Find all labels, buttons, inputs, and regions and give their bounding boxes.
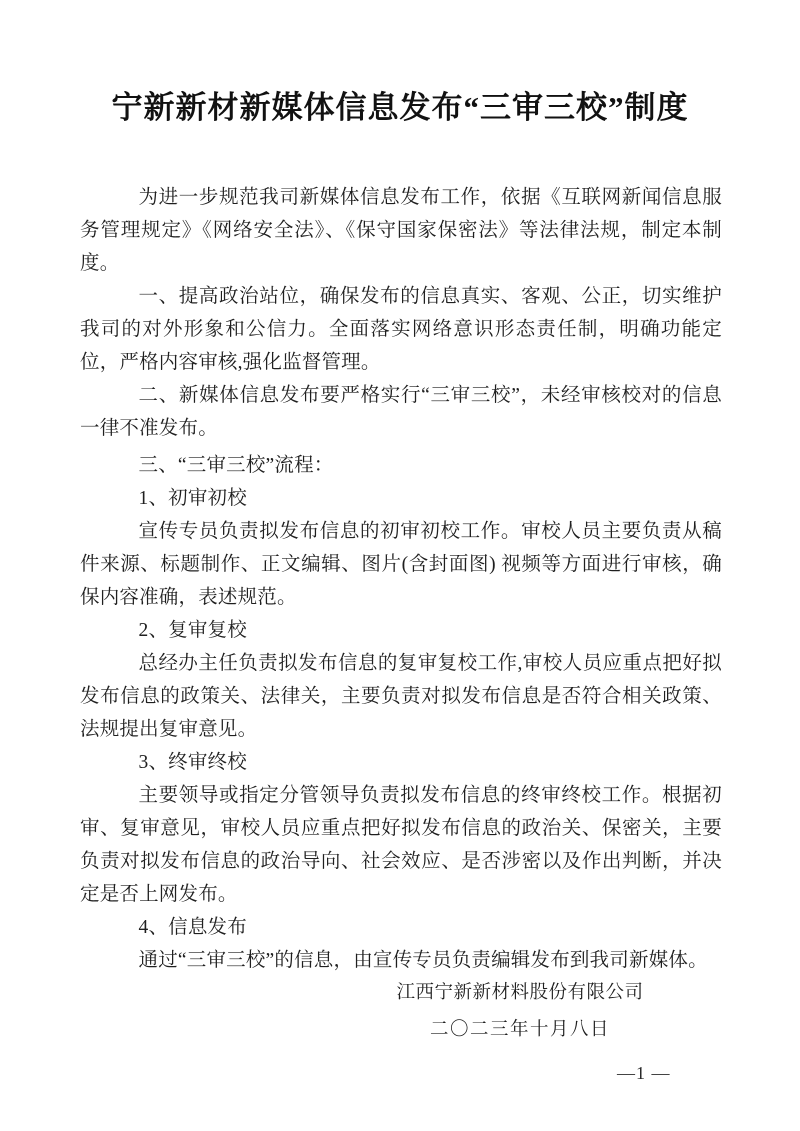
signature-date: 二〇二三年十月八日	[429, 1020, 610, 1040]
paragraph-step-3-body: 主要领导或指定分管领导负责拟发布信息的终审终校工作。根据初审、复审意见，审校人员应重点把好拟发布信息的政治关、保密关，主要负责对拟发布信息的政治导向、社会效应、是否涉密以及作出判断，并决定是否上网发布。	[80, 785, 722, 905]
paragraph-item-3: 三、“三审三校”流程：	[138, 455, 334, 476]
paragraph-step-1-body: 宣传专员负责拟发布信息的初审初校工作。审校人员主要负责从稿件来源、标题制作、正文编辑、图片(含封面图) 视频等方面进行审核，确保内容准确，表述规范。	[80, 521, 722, 608]
paragraph-step-3-title: 3、终审终校	[138, 752, 247, 773]
paragraph-intro: 为进一步规范我司新媒体信息发布工作，依据《互联网新闻信息服务管理规定》《网络安全法》、《保守国家保密法》等法律法规，制定本制度。	[80, 187, 722, 274]
page-number: —1 —	[617, 1063, 671, 1083]
document-body	[80, 181, 722, 977]
paragraph-step-2-body: 总经办主任负责拟发布信息的复审复校工作,审校人员应重点把好拟发布信息的政策关、法律关，主要负责对拟发布信息是否符合相关政策、法规提出复审意见。	[80, 653, 722, 740]
signature-block	[280, 978, 760, 1045]
paragraph-step-1-title: 1、初审初校	[138, 488, 247, 509]
paragraph-step-2-title: 2、复审复校	[138, 620, 247, 641]
company-name: 江西宁新新材料股份有限公司	[396, 983, 644, 1003]
paragraph-step-4-body: 通过“三审三校”的信息，由宣传专员负责编辑发布到我司新媒体。	[138, 950, 708, 971]
paragraph-item-1: 一、提高政治站位，确保发布的信息真实、客观、公正，切实维护我司的对外形象和公信力。全面落实网络意识形态责任制，明确功能定位，严格内容审核,强化监督管理。	[80, 286, 722, 373]
paragraph-item-2: 二、新媒体信息发布要严格实行“三审三校”，未经审核校对的信息一律不准发布。	[80, 385, 722, 439]
paragraph-step-4-title: 4、信息发布	[138, 917, 247, 938]
document-title: 宁新新材新媒体信息发布“三审三校”制度	[111, 90, 689, 125]
